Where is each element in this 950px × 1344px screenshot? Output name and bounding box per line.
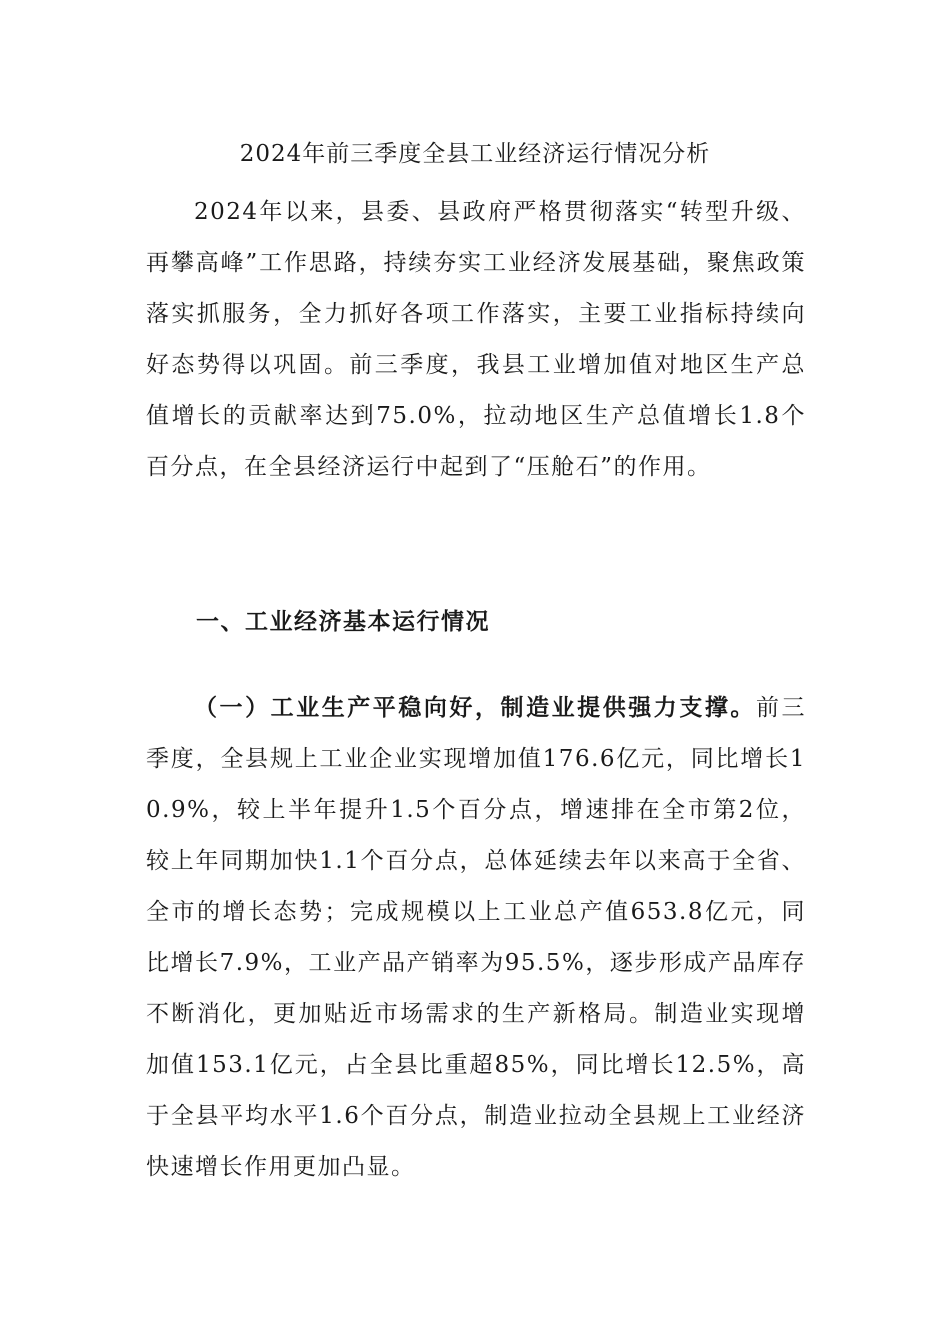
subsection-paragraph xyxy=(146,682,806,1193)
document-title: 2024年前三季度全县工业经济运行情况分析 xyxy=(239,141,711,167)
section-heading: 一、工业经济基本运行情况 xyxy=(196,608,490,635)
subsection-lead: （一）工业生产平稳向好，制造业提供强力支撑。 xyxy=(194,694,756,721)
intro-paragraph: 2024年以来，县委、县政府严格贯彻落实“转型升级、再攀高峰”工作思路，持续夯实工业经济发展基础，聚焦政策落实抓服务，全力抓好各项工作落实，主要工业指标持续向好态势得以巩固。前三季度，我县工业增加值对地区生产总值增长的贡献率达到75.0%，拉动地区生产总值增长1.8个百分点，在全县经济运行中起到了“压舱石”的作用。 xyxy=(146,199,806,480)
subsection-body: 前三季度，全县规上工业企业实现增加值176.6亿元，同比增长10.9%，较上半年提升1.5个百分点，增速排在全市第2位，较上年同期加快1.1个百分点，总体延续去年以来高于全省、全市的增长态势；完成规模以上工业总产值653.8亿元，同比增长7.9%，工业产品产销率为95.5%，逐步形成产品库存不断消化，更加贴近市场需求的生产新格局。制造业实现增加值153.1亿元，占全县比重超85%，同比增长12.5%，高于全县平均水平1.6个百分点，制造业拉动全县规上工业经济快速增长作用更加凸显。 xyxy=(146,695,807,1180)
